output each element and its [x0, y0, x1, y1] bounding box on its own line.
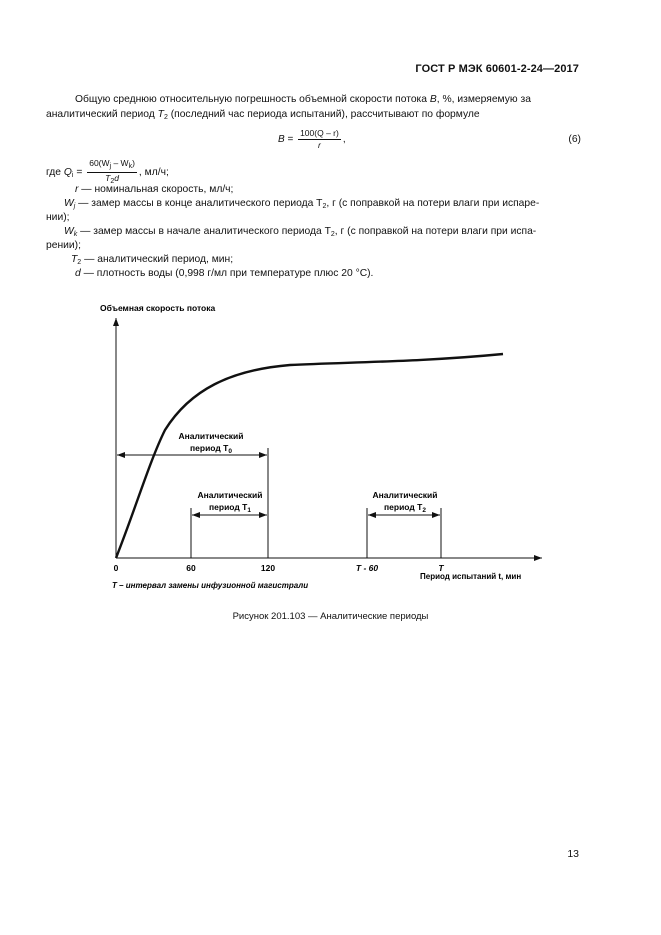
intro-var-b: B: [429, 94, 437, 105]
intro-sub: 2: [163, 114, 168, 121]
x-tick-t-60: T - 60: [355, 563, 379, 573]
period-t1-word: период T: [209, 502, 248, 512]
y-axis-label: Объемная скорость потока: [100, 303, 216, 313]
period-t2-line1: Аналитический: [372, 490, 438, 500]
def-symbol: W: [64, 226, 74, 237]
period-t2-word: период T: [384, 502, 423, 512]
formula-denominator: r: [318, 140, 321, 150]
intro-text: , %, измеряемую за: [436, 94, 531, 105]
equation-number: (6): [568, 134, 581, 145]
def-text: — аналитический период, мин;: [81, 254, 234, 265]
def-symbol: r: [75, 184, 79, 195]
q-num-a: 60(W: [89, 158, 110, 168]
def-sub: k: [73, 231, 78, 238]
period-t1-line1: Аналитический: [197, 490, 263, 500]
document-header: ГОСТ Р МЭК 60601-2-24—2017: [415, 63, 579, 75]
period-t2-sub: 2: [422, 507, 426, 514]
period-t0-word: период T: [190, 443, 229, 453]
def-text2: , г (с поправкой на потери влаги при испаре-: [326, 198, 540, 209]
formula-tail: ,: [342, 134, 346, 146]
definition-wk-cont: рении);: [46, 240, 81, 251]
where-word: где: [46, 167, 64, 179]
x-tick-120: 120: [260, 563, 276, 573]
x-tick-t: T: [438, 563, 444, 573]
q-num-mid: – W: [111, 158, 129, 168]
period-t2-line2: [384, 502, 426, 514]
intro-var-t: T: [157, 109, 164, 120]
q-den-a: T: [105, 173, 111, 183]
q-eq: =: [73, 167, 86, 179]
q-num-sub1: j: [109, 163, 112, 170]
x-tick-60: 60: [186, 563, 196, 573]
def-text: — номинальная скорость, мл/ч;: [78, 184, 234, 195]
def-symbol: T: [71, 254, 78, 265]
period-t0-sub: 0: [228, 448, 232, 455]
period-t0-line2: [190, 443, 232, 455]
period-t1-sub: 1: [247, 507, 251, 514]
q-symbol: Q: [63, 167, 72, 179]
q-den-b: d: [114, 173, 119, 183]
q-den-sub: 2: [110, 178, 115, 185]
period-t0-line1: Аналитический: [178, 431, 244, 441]
q-sub: i: [71, 172, 74, 180]
def-sub2: 2: [330, 231, 335, 238]
intro-text: аналитический период: [46, 109, 158, 120]
def-symbol: W: [64, 198, 74, 209]
def-text: — замер массы в конце аналитического периода T: [75, 198, 323, 209]
intro-text: (последний час периода испытаний), рассчитывают по формуле: [167, 109, 480, 120]
x-axis-label: Период испытаний t, мин: [420, 572, 522, 581]
def-text: — плотность воды (0,998 г/мл при температуре плюс 20 °С).: [80, 268, 374, 279]
page-number: 13: [567, 848, 579, 860]
definition-wj-cont: нии);: [46, 212, 70, 223]
formula-numerator: 100(Q – r): [300, 128, 339, 138]
def-sub2: 2: [322, 203, 327, 210]
period-t1-line2: [209, 502, 251, 514]
def-sub: 2: [77, 259, 82, 266]
def-sub: j: [73, 203, 76, 210]
def-symbol: d: [75, 268, 81, 279]
intro-text: Общую среднюю относительную погрешность объемной скорости потока: [75, 94, 430, 105]
q-unit: , мл/ч;: [138, 167, 169, 179]
q-num-sub2: k: [128, 163, 133, 170]
def-text: — замер массы в начале аналитического периода T: [77, 226, 331, 237]
def-text2: , г (с поправкой на потери влаги при испа-: [334, 226, 537, 237]
figure-caption: Рисунок 201.103 — Аналитические периоды: [232, 611, 429, 622]
formula-lhs: B: [278, 134, 285, 146]
formula-eq: =: [284, 134, 297, 146]
flow-rate-curve: [116, 354, 503, 558]
x-tick-0: 0: [113, 563, 119, 573]
q-num-end: ): [132, 158, 135, 168]
figure-note: T – интервал замены инфузионной магистрали: [112, 581, 309, 590]
